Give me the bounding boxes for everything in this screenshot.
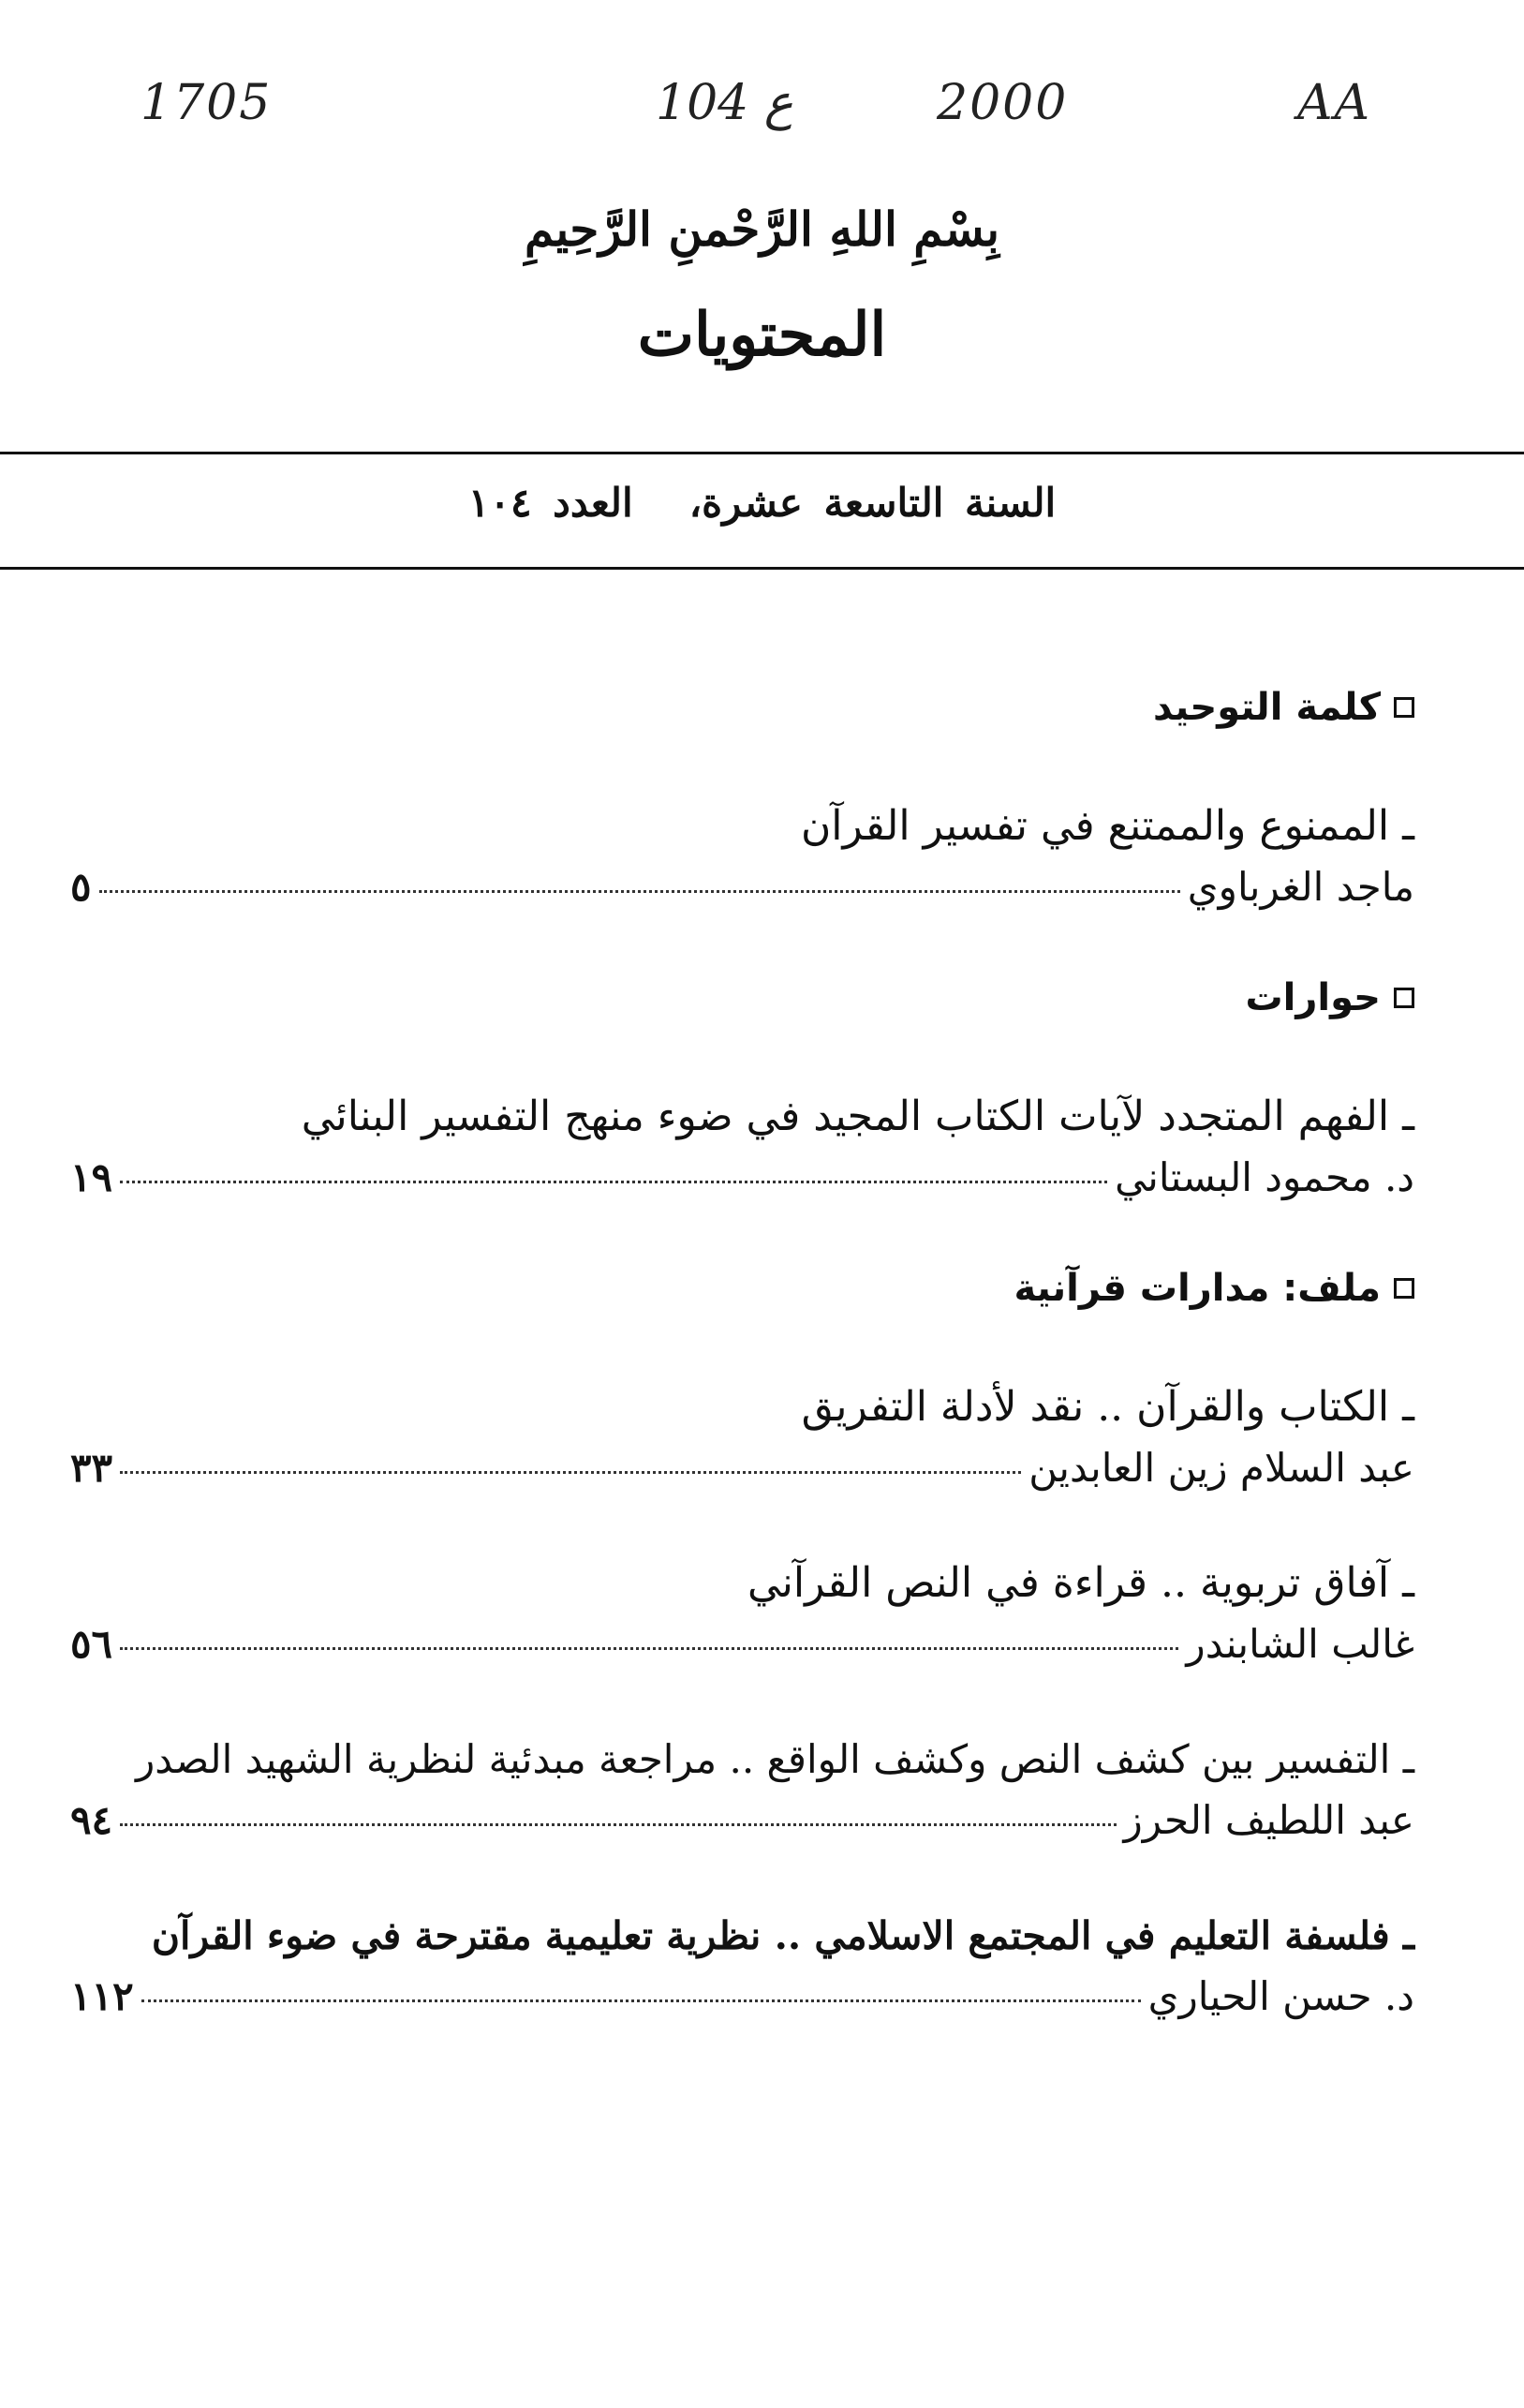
toc-entry[interactable] bbox=[70, 1904, 1414, 2026]
toc-entry[interactable] bbox=[70, 1085, 1414, 1207]
section-heading bbox=[70, 675, 1414, 740]
entry-author: عبد السلام زين العابدين bbox=[1028, 1445, 1414, 1491]
entry-page: ٥ bbox=[70, 864, 92, 910]
handwritten-note: 2000 bbox=[937, 75, 1069, 131]
toc-entry[interactable] bbox=[70, 795, 1414, 916]
entry-title: ـ التفسير بين كشف النص وكشف الواقع .. مراجعة مبدئية لنظرية الشهيد الصدر bbox=[136, 1736, 1414, 1782]
square-bullet-icon bbox=[1394, 1278, 1414, 1299]
entry-author: د. حسن الحياري bbox=[1147, 1973, 1414, 2019]
entry-title: ـ الفهم المتجدد لآيات الكتاب المجيد في ضوء منهج التفسير البنائي bbox=[301, 1093, 1414, 1140]
handwritten-note: AA bbox=[1297, 75, 1372, 131]
square-bullet-icon bbox=[1394, 697, 1414, 718]
dot-leader bbox=[99, 890, 1180, 893]
entry-author-line bbox=[70, 1615, 1414, 1673]
toc-entry[interactable] bbox=[70, 1552, 1414, 1673]
entry-page: ٥٦ bbox=[70, 1621, 113, 1667]
entry-title: ـ الممنوع والممتنع في تفسير القرآن bbox=[800, 802, 1414, 850]
entry-page: ١٩ bbox=[70, 1154, 113, 1200]
entry-author: ماجد الغرباوي bbox=[1187, 864, 1414, 910]
table-of-contents bbox=[70, 675, 1414, 2026]
entry-author-line bbox=[70, 1439, 1414, 1497]
bottom-rule bbox=[0, 567, 1524, 570]
page-title: المحتويات bbox=[637, 300, 887, 370]
basmala: بِسْمِ اللهِ الرَّحْمنِ الرَّحِيمِ bbox=[524, 201, 1000, 257]
top-rule bbox=[0, 452, 1524, 454]
section-heading bbox=[70, 1256, 1414, 1321]
dot-leader bbox=[120, 1471, 1021, 1474]
entry-author: د. محمود البستاني bbox=[1115, 1154, 1414, 1200]
dot-leader bbox=[120, 1181, 1107, 1183]
dot-leader bbox=[141, 1999, 1141, 2002]
entry-title: ـ الكتاب والقرآن .. نقد لأدلة التفريق bbox=[801, 1383, 1414, 1431]
handwritten-note: 1705 bbox=[141, 75, 273, 131]
entry-author-line bbox=[70, 1149, 1414, 1207]
handwritten-note: 104 ع bbox=[656, 75, 793, 131]
entry-author: عبد اللطيف الحرز bbox=[1123, 1797, 1414, 1843]
dot-leader bbox=[120, 1823, 1116, 1826]
dot-leader bbox=[120, 1647, 1178, 1650]
entry-page: ٣٣ bbox=[70, 1445, 113, 1491]
entry-author-line bbox=[70, 858, 1414, 916]
issue-year: السنة التاسعة عشرة، bbox=[688, 480, 1057, 526]
handwritten-notes bbox=[0, 75, 1524, 159]
entry-page: ٩٤ bbox=[70, 1797, 113, 1843]
section-heading-label: كلمة التوحيد bbox=[1153, 686, 1381, 729]
entry-title: ـ آفاق تربوية .. قراءة في النص القرآني bbox=[747, 1559, 1414, 1607]
section-heading-label: حوارات bbox=[1245, 976, 1381, 1019]
entry-author: غالب الشابندر bbox=[1186, 1621, 1414, 1667]
section-heading bbox=[70, 965, 1414, 1031]
issue-line bbox=[0, 480, 1524, 526]
issue-number: العدد ١٠٤ bbox=[467, 480, 633, 526]
entry-author-line bbox=[70, 1791, 1414, 1850]
square-bullet-icon bbox=[1394, 988, 1414, 1008]
entry-page: ١١٢ bbox=[70, 1973, 134, 2019]
entry-title: ـ فلسفة التعليم في المجتمع الاسلامي .. نظرية تعليمية مقترحة في ضوء القرآن bbox=[151, 1913, 1414, 1958]
toc-entry[interactable] bbox=[70, 1375, 1414, 1497]
section-heading-label: ملف: مدارات قرآنية bbox=[1014, 1267, 1381, 1310]
toc-entry[interactable] bbox=[70, 1728, 1414, 1850]
entry-author-line bbox=[70, 1968, 1414, 2026]
